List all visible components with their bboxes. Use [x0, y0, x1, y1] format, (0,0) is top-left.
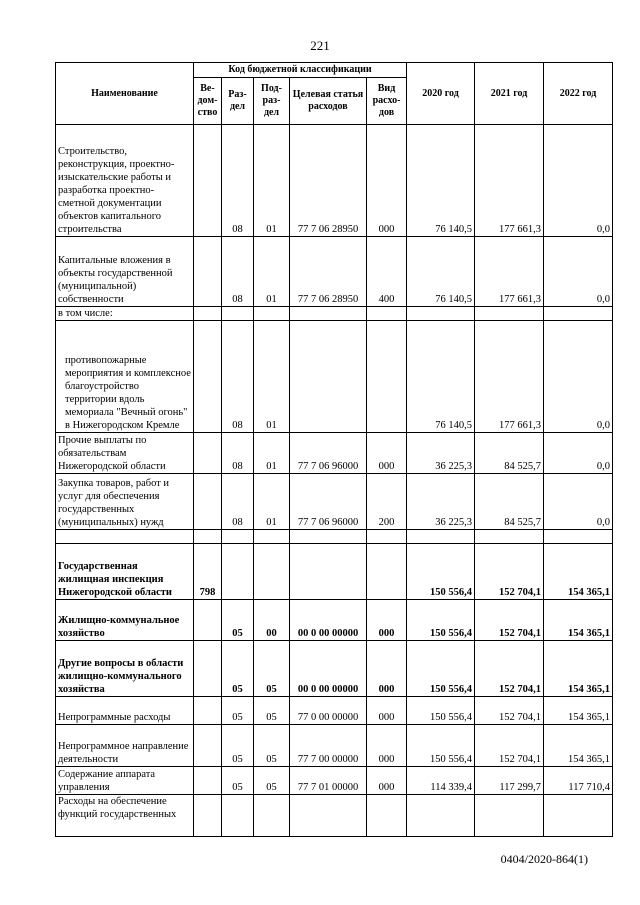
- row-target: 77 7 06 96000: [290, 474, 367, 530]
- row-vedomstvo: [194, 725, 222, 767]
- row-2020: 150 556,4: [407, 600, 475, 641]
- row-vid: [367, 544, 407, 600]
- budget-table: [55, 62, 613, 837]
- header-2020: 2020 год: [407, 63, 475, 125]
- table-row: [56, 307, 613, 321]
- row-name: Содержание аппарата управления: [56, 767, 194, 795]
- table-row: [56, 641, 613, 697]
- row-vid: [367, 795, 407, 837]
- row-podrazdel: 05: [254, 767, 290, 795]
- row-2021: 84 525,7: [475, 433, 544, 474]
- row-2022: 0,0: [544, 321, 613, 433]
- row-name: Жилищно-коммунальное хозяйство: [56, 600, 194, 641]
- table-row: [56, 600, 613, 641]
- row-name: Непрограммные расходы: [56, 697, 194, 725]
- row-vedomstvo: [194, 321, 222, 433]
- row-2022: [544, 530, 613, 544]
- row-2022: 0,0: [544, 433, 613, 474]
- row-2020: 76 140,5: [407, 237, 475, 307]
- row-name: Капитальные вложения в объекты государственной (муниципальной) собственности: [56, 237, 194, 307]
- table-row: [56, 795, 613, 837]
- row-name: Расходы на обеспечение функций государственных: [56, 795, 194, 837]
- row-name: Непрограммное направление деятельности: [56, 725, 194, 767]
- row-2022: 0,0: [544, 474, 613, 530]
- row-2022: [544, 795, 613, 837]
- row-razdel: [222, 307, 254, 321]
- row-vedomstvo: [194, 767, 222, 795]
- row-2020: 150 556,4: [407, 697, 475, 725]
- row-2021: [475, 795, 544, 837]
- row-name: в том числе:: [56, 307, 194, 321]
- row-vedomstvo: [194, 433, 222, 474]
- row-podrazdel: 01: [254, 321, 290, 433]
- row-target: [290, 321, 367, 433]
- row-vid: 000: [367, 767, 407, 795]
- row-target: 77 7 01 00000: [290, 767, 367, 795]
- row-2020: [407, 795, 475, 837]
- row-podrazdel: [254, 795, 290, 837]
- header-name: Наименование: [56, 63, 194, 125]
- row-2022: 117 710,4: [544, 767, 613, 795]
- row-razdel: [222, 795, 254, 837]
- table-row: [56, 321, 613, 433]
- header-razdel: Раз-дел: [222, 78, 254, 125]
- row-vedomstvo: [194, 600, 222, 641]
- row-razdel: 05: [222, 725, 254, 767]
- table-row: [56, 433, 613, 474]
- row-vedomstvo: [194, 641, 222, 697]
- row-2021: 117 299,7: [475, 767, 544, 795]
- row-name: Другие вопросы в области жилищно-коммунального хозяйства: [56, 641, 194, 697]
- row-2022: 154 365,1: [544, 725, 613, 767]
- row-podrazdel: 05: [254, 641, 290, 697]
- table-row: [56, 697, 613, 725]
- header-2021: 2021 год: [475, 63, 544, 125]
- row-vid: 000: [367, 697, 407, 725]
- row-vedomstvo: [194, 697, 222, 725]
- row-vid: 200: [367, 474, 407, 530]
- row-vid: 000: [367, 725, 407, 767]
- row-target: [290, 307, 367, 321]
- row-2021: [475, 307, 544, 321]
- row-razdel: 05: [222, 697, 254, 725]
- table-row: [56, 237, 613, 307]
- row-2020: [407, 307, 475, 321]
- row-vid: [367, 307, 407, 321]
- row-target: [290, 544, 367, 600]
- row-podrazdel: 01: [254, 125, 290, 237]
- row-2021: 84 525,7: [475, 474, 544, 530]
- row-razdel: [222, 544, 254, 600]
- row-name: Закупка товаров, работ и услуг для обеспечения государственных (муниципальных) нужд: [56, 474, 194, 530]
- row-razdel: 08: [222, 474, 254, 530]
- row-2021: 152 704,1: [475, 600, 544, 641]
- row-name: противопожарные мероприятия и комплексное благоустройство территории вдоль мемориала "Вечный огонь" в Нижегородском Кремле: [56, 321, 194, 433]
- row-target: 00 0 00 00000: [290, 600, 367, 641]
- row-razdel: 05: [222, 600, 254, 641]
- table-row: [56, 767, 613, 795]
- table-row: [56, 725, 613, 767]
- row-vid: 400: [367, 237, 407, 307]
- row-podrazdel: 00: [254, 600, 290, 641]
- table-header: [56, 63, 613, 125]
- row-2020: 114 339,4: [407, 767, 475, 795]
- row-podrazdel: [254, 530, 290, 544]
- header-target: Целевая статья расходов: [290, 78, 367, 125]
- row-razdel: 05: [222, 767, 254, 795]
- row-vid: 000: [367, 600, 407, 641]
- row-razdel: [222, 530, 254, 544]
- row-target: 77 0 00 00000: [290, 697, 367, 725]
- header-budget-code: Код бюджетной классификации: [194, 63, 407, 78]
- table-row: [56, 530, 613, 544]
- row-2021: [475, 530, 544, 544]
- header-podrazdel: Под-раз-дел: [254, 78, 290, 125]
- row-target: 77 7 06 96000: [290, 433, 367, 474]
- row-podrazdel: 05: [254, 725, 290, 767]
- row-vedomstvo: [194, 125, 222, 237]
- row-target: 77 7 06 28950: [290, 125, 367, 237]
- row-target: 00 0 00 00000: [290, 641, 367, 697]
- row-2020: 76 140,5: [407, 321, 475, 433]
- row-2021: 152 704,1: [475, 725, 544, 767]
- row-razdel: 08: [222, 125, 254, 237]
- row-podrazdel: 01: [254, 237, 290, 307]
- row-2020: 36 225,3: [407, 474, 475, 530]
- row-podrazdel: [254, 544, 290, 600]
- table-row: [56, 474, 613, 530]
- row-podrazdel: 01: [254, 433, 290, 474]
- row-name: [56, 530, 194, 544]
- row-name: Государственная жилищная инспекция Нижегородской области: [56, 544, 194, 600]
- row-2022: 154 365,1: [544, 544, 613, 600]
- document-code: 0404/2020-864(1): [500, 852, 588, 866]
- row-vedomstvo: 798: [194, 544, 222, 600]
- header-2022: 2022 год: [544, 63, 613, 125]
- row-razdel: 05: [222, 641, 254, 697]
- row-2022: [544, 307, 613, 321]
- table-row: [56, 125, 613, 237]
- row-vid: 000: [367, 125, 407, 237]
- page-number: 221: [310, 38, 330, 53]
- row-vid: 000: [367, 433, 407, 474]
- row-podrazdel: 05: [254, 697, 290, 725]
- header-vid: Вид расхо-дов: [367, 78, 407, 125]
- row-vedomstvo: [194, 795, 222, 837]
- row-vedomstvo: [194, 530, 222, 544]
- row-2020: 36 225,3: [407, 433, 475, 474]
- row-name: Прочие выплаты по обязательствам Нижегородской области: [56, 433, 194, 474]
- row-2021: 177 661,3: [475, 237, 544, 307]
- row-2022: 154 365,1: [544, 697, 613, 725]
- row-target: [290, 530, 367, 544]
- row-name: Строительство, реконструкция, проектно-изыскательские работы и разработка проектно-сметной документации объектов капитального строительства: [56, 125, 194, 237]
- row-2020: 150 556,4: [407, 544, 475, 600]
- header-vedomstvo: Ве-дом-ство: [194, 78, 222, 125]
- row-vid: [367, 530, 407, 544]
- table-row: [56, 544, 613, 600]
- row-razdel: 08: [222, 321, 254, 433]
- row-2020: [407, 530, 475, 544]
- row-2022: 0,0: [544, 125, 613, 237]
- row-razdel: 08: [222, 237, 254, 307]
- row-target: 77 7 06 28950: [290, 237, 367, 307]
- row-target: [290, 795, 367, 837]
- row-2021: 152 704,1: [475, 697, 544, 725]
- row-2022: 0,0: [544, 237, 613, 307]
- row-2022: 154 365,1: [544, 641, 613, 697]
- row-vedomstvo: [194, 237, 222, 307]
- row-podrazdel: 01: [254, 474, 290, 530]
- row-vedomstvo: [194, 474, 222, 530]
- row-2020: 76 140,5: [407, 125, 475, 237]
- row-2021: 177 661,3: [475, 125, 544, 237]
- row-vid: [367, 321, 407, 433]
- row-2021: 152 704,1: [475, 641, 544, 697]
- row-2022: 154 365,1: [544, 600, 613, 641]
- row-razdel: 08: [222, 433, 254, 474]
- row-vid: 000: [367, 641, 407, 697]
- row-2020: 150 556,4: [407, 725, 475, 767]
- row-2021: 177 661,3: [475, 321, 544, 433]
- row-2021: 152 704,1: [475, 544, 544, 600]
- row-vedomstvo: [194, 307, 222, 321]
- row-podrazdel: [254, 307, 290, 321]
- row-target: 77 7 00 00000: [290, 725, 367, 767]
- row-2020: 150 556,4: [407, 641, 475, 697]
